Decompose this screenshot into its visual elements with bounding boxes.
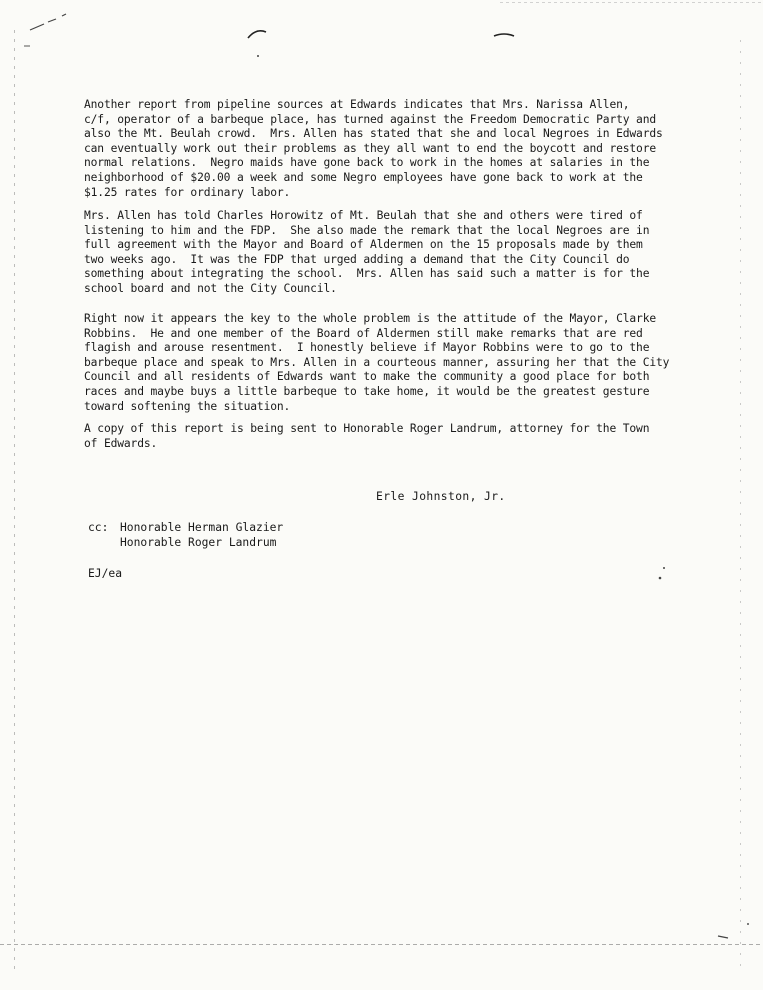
paragraph-mayor-attitude: Right now it appears the key to the whole problem is the attitude of the Mayor, Clarke Robbins. He and one member of the Board of Aldermen still make remarks that are red flagish and arouse resentment. I honestly believe if Mayor Robbins were to go to the barbeque place and speak to Mrs. Allen in a courteous manner, assuring her that the City Council and all residents of Edwards want to make the community a good place for both races and maybe buys a little barbeque to take home, it would be the greatest gesture toward softening the situation. (84, 312, 670, 413)
cc-recipient: Honorable Herman Glazier (120, 521, 284, 534)
paragraph-horowitz: Mrs. Allen has told Charles Horowitz of Mt. Beulah that she and others were tired of listening to him and the FDP. She also made the remark that the local Negroes are in full agreement with the Mayor and Board of Aldermen on the 15 proposals made by them two weeks ago. It was the FDP that urged adding a demand that the City Council do something about integrating the school. Mrs. Allen has said such a matter is for the school board and not the City Council. (84, 209, 650, 295)
signature-name: Erle Johnston, Jr. (376, 490, 506, 503)
cc-label: cc: (88, 521, 109, 534)
typist-initials: EJ/ea (88, 567, 123, 580)
cc-recipient: Honorable Roger Landrum (120, 536, 277, 549)
cc-block (88, 520, 283, 550)
paragraph-report-allen: Another report from pipeline sources at Edwards indicates that Mrs. Narissa Allen, c/f, operator of a barbeque place, has turned against the Freedom Democratic Party and also the Mt. Beulah crowd. Mrs. Allen has stated that she and local Negroes in Edwards can eventually work out their problems as they all want to end the boycott and restore normal relations. Negro maids have gone back to work in the homes at salaries in the neighborhood of $20.00 a week and some Negro employees have gone back to work at the $1.25 rates for ordinary labor. (84, 98, 663, 199)
paragraph-copy-sent: A copy of this report is being sent to Honorable Roger Landrum, attorney for the Town of Edwards. (84, 422, 650, 450)
